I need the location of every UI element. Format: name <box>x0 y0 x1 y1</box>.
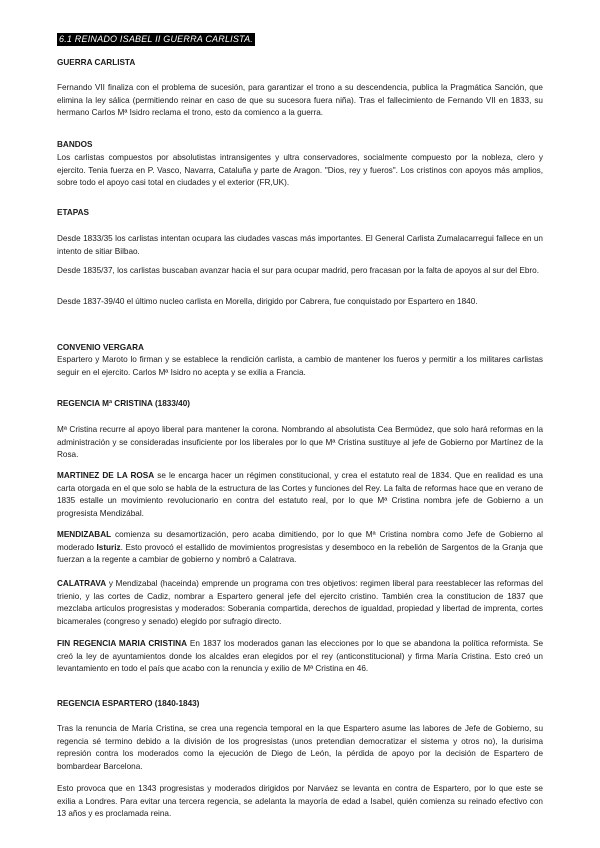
section-paragraph <box>57 152 543 190</box>
item-text: comienza su desamortización, pero acaba dimitiendo, por lo que Mª Cristina nombra como Jefe de Gobierno al moderado <box>57 530 543 552</box>
paragraph-text: Desde 1837-39/40 el último nucleo carlista en Morella, dirigido por Cabrera, fue conquistado por Espartero en 1840. <box>57 297 478 306</box>
item-martinez-de-la-rosa <box>57 470 543 520</box>
section-paragraph <box>57 424 543 462</box>
section-paragraph <box>57 783 543 821</box>
item-text: . Esto provocó el estallido de movimientos progresistas y desemboco en la rebelión de Sargentos de la Granja que fuerzan a la regente a cambiar de gobierno y nombró a Calatrava. <box>57 542 543 565</box>
section-heading: ETAPAS <box>57 208 89 217</box>
paragraph-text: Desde 1833/35 los carlistas intentan ocupara las ciudades vascas más importantes. El General Carlista Zumalacarregui fallece en un intento de sitiar Bilbao. <box>57 234 543 256</box>
paragraph-text: Esto provoca que en 1343 progresistas y moderados dirigidos por Narváez se levanta en contra de Espartero, por lo que este se exilia a Londres. Para evitar una tercera regencia, se adelanta la mayoría de edad a Isabel, quién comienza su reinado efectivo con 13 años y es proclamada reina. <box>57 784 543 819</box>
document-title: 6.1 REINADO ISABEL II GUERRA CARLISTA. <box>59 34 253 44</box>
section-regencia-cristina <box>57 398 543 410</box>
paragraph-text: Fernando VII finaliza con el problema de sucesión, para garantizar el trono a su descendencia, publica la Pragmática Sanción, que elimina la ley sálica (permitiendo reinar en caso de que su sucesora fuera niña). Tras el fallecimiento de Fernando VII en 1833, su hermano Carlos Mª Isidro reclama el trono, esto da comienco a la guerra. <box>57 83 543 118</box>
section-heading: REGENCIA ESPARTERO (1840-1843) <box>57 699 200 708</box>
item-fin-regencia <box>57 638 543 676</box>
item-lead: FIN REGENCIA MARIA CRISTINA <box>57 639 188 648</box>
section-paragraph <box>57 265 543 278</box>
paragraph-text: Los carlistas compuestos por absolutistas intransigentes y ultra conservadores, socialmente compuesto por la nobleza, clero y ejercito. Tenia fuerza en P. Vasco, Navarra, Cataluña y parte de Aragon. "Dios, rey y fueros". Los cristinos con apoyos más amplios, sobre todo el apoyo casi total en ciudades y el exterior (FR,UK). <box>57 153 543 188</box>
item-mendizabal <box>57 529 543 567</box>
item-calatrava <box>57 578 543 628</box>
item-text: se le encarga hacer un régimen constitucional, y crea el estatuto real de 1834. Que en realidad es una carta otorgada en el que solo se habla de la estructura de las Cortes y funciones del Rey. La falta de reformas hace que en verano de 1835 estalle un movimiento revolucionario en contra del estatuto real, por lo que Mª Cristina nombra jefe de Gobierno a un progresista Mendizábal. <box>57 471 543 518</box>
section-guerra-carlista <box>57 57 543 69</box>
section-paragraph <box>57 233 543 258</box>
paragraph-text: Mª Cristina recurre al apoyo liberal para mantener la corona. Nombrando al absolutista Cea Bermúdez, que solo hará reformas en la administración y se consideradas insuficiente por los liberales por lo que Mª Cristina sustituye al jefe de Gobierno por Martínez de la Rosa. <box>57 425 543 460</box>
item-bold-name: Isturiz <box>96 542 121 552</box>
paragraph-text: Espartero y Maroto lo firman y se establece la rendición carlista, a cambio de mantener los fueros y permitir a los militares carlistas seguir en el ejercito. Carlos Mª Isidro no acepta y se exilia a Francia. <box>57 355 543 377</box>
section-heading: REGENCIA Mª CRISTINA (1833/40) <box>57 399 190 408</box>
section-heading: GUERRA CARLISTA <box>57 58 136 67</box>
paragraph-text: Tras la renuncia de María Cristina, se crea una regencia temporal en la que Espartero asume las labores de Jefe de Gobierno, su regencia sé termino debido a la división de los progresistas (unos pretendian democratizar el sistema y otros no), la durisima represión contra los moderados como la ejecución de Diego de León, la pérdida de apoyo por la decisión de Espartero de bombardear Barcelona. <box>57 724 543 771</box>
item-lead: MARTINEZ DE LA ROSA <box>57 471 155 480</box>
item-text: En 1837 los moderados ganan las elecciones por lo que se abandona la política reformista. Se creó la ley de ayuntamientos donde los alcaldes eran elegidos por el rey (anticonstitucional) y firma María Cristina. Esto creó un levantamiento en todo el país que acabo con la renuncia y exilio de Mª Cristina en 46. <box>57 639 543 674</box>
item-lead: MENDIZABAL <box>57 530 112 539</box>
section-paragraph <box>57 82 543 120</box>
item-lead: CALATRAVA <box>57 579 107 588</box>
section-paragraph <box>57 723 543 773</box>
section-regencia-espartero <box>57 698 543 710</box>
section-convenio-vergara <box>57 342 543 354</box>
paragraph-text: Desde 1835/37, los carlistas buscaban avanzar hacia el sur para ocupar madrid, pero fracasan por la falta de apoyos al sur del Ebro. <box>57 266 539 275</box>
item-text: y Mendizabal (haceinda) emprende un programa con tres objetivos: regimen liberal para reestablecer las reformas del trienio, y las cortes de Cadiz, nombrar a Espartero general jefe del ejercito cristino. También crea la constitucion de 1837 que mezclaba articulos progresistas y moderados: Soberania compartida, derechos de igualdad, propiedad y libertad de imprenta, cortes bicamerales (congreso y senado) elegido por sufragio directo. <box>57 579 543 626</box>
section-heading: BANDOS <box>57 140 93 149</box>
section-bandos <box>57 139 543 151</box>
section-heading: CONVENIO VERGARA <box>57 343 144 352</box>
section-paragraph <box>57 354 543 379</box>
section-paragraph <box>57 296 543 309</box>
section-etapas <box>57 207 543 219</box>
